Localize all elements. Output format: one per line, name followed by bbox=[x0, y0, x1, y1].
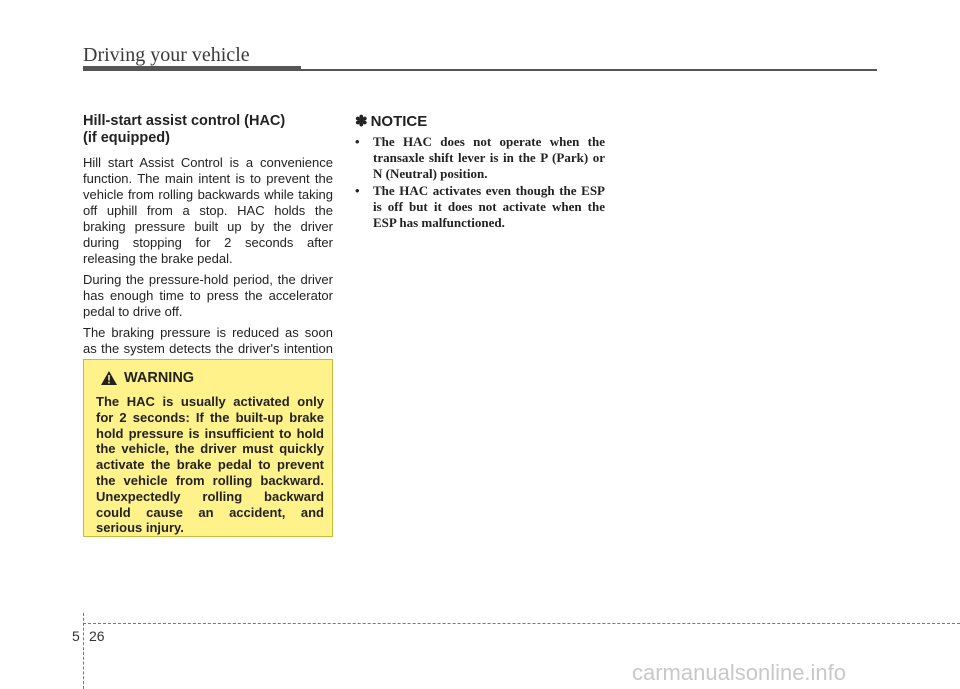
warning-text: The HAC is usually activated only for 2 seconds: If the built-up brake hold pressure is insufficient to hold the vehicle, the driver must quickly activate the brake pedal to prevent the vehicle from rolling backward. Unexpectedly rolling backward could cause an accident, and serious injury. bbox=[96, 394, 324, 536]
notice-title: NOTICE bbox=[370, 112, 428, 130]
warning-title: WARNING bbox=[124, 370, 195, 386]
section-title bbox=[83, 113, 333, 147]
notice-item-2 bbox=[355, 183, 605, 231]
header-rule-thin bbox=[301, 69, 877, 71]
left-column bbox=[83, 113, 333, 378]
right-column bbox=[355, 112, 605, 232]
bullet-icon: • bbox=[355, 183, 360, 198]
body-paragraph-3: The braking pressure is reduced as soon as the system detects the driver's intention bbox=[83, 325, 333, 356]
section-title-line-2: (if equipped) bbox=[83, 130, 170, 146]
notice-item-1 bbox=[355, 134, 605, 182]
page-header-title: Driving your vehicle bbox=[83, 44, 250, 66]
watermark-text: carmanualsonline.info bbox=[632, 660, 847, 685]
warning-box bbox=[83, 359, 333, 537]
footer-page-number: 26 bbox=[89, 628, 105, 644]
notice-item-text: The HAC does not operate when the transaxle shift lever is in the P (Park) or N (Neutral) position. bbox=[373, 134, 605, 181]
footer-divider-horizontal bbox=[83, 623, 960, 624]
section-title-line-1: Hill-start assist control (HAC) bbox=[83, 113, 286, 129]
warning-header bbox=[100, 370, 194, 386]
notice-item-text: The HAC activates even though the ESP is off but it does not activate when the ESP has malfunctioned. bbox=[373, 183, 605, 230]
notice-list bbox=[355, 134, 605, 231]
bullet-icon: • bbox=[355, 134, 360, 149]
header-rule-thick bbox=[83, 66, 301, 71]
body-paragraph-2: During the pressure-hold period, the driver has enough time to press the accelerator pedal to drive off. bbox=[83, 272, 333, 319]
notice-star-icon: ✽ bbox=[355, 113, 368, 130]
body-paragraph-1: Hill start Assist Control is a convenience function. The main intent is to prevent the vehicle from rolling backwards while taking off uphill from a stop. HAC holds the braking pressure built up by the driver during stopping for 2 seconds after releasing the brake pedal. bbox=[83, 155, 333, 266]
notice-heading bbox=[355, 112, 605, 130]
footer-divider-vertical bbox=[83, 613, 84, 689]
footer-chapter-number: 5 bbox=[72, 628, 80, 644]
warning-triangle-icon bbox=[100, 370, 118, 386]
